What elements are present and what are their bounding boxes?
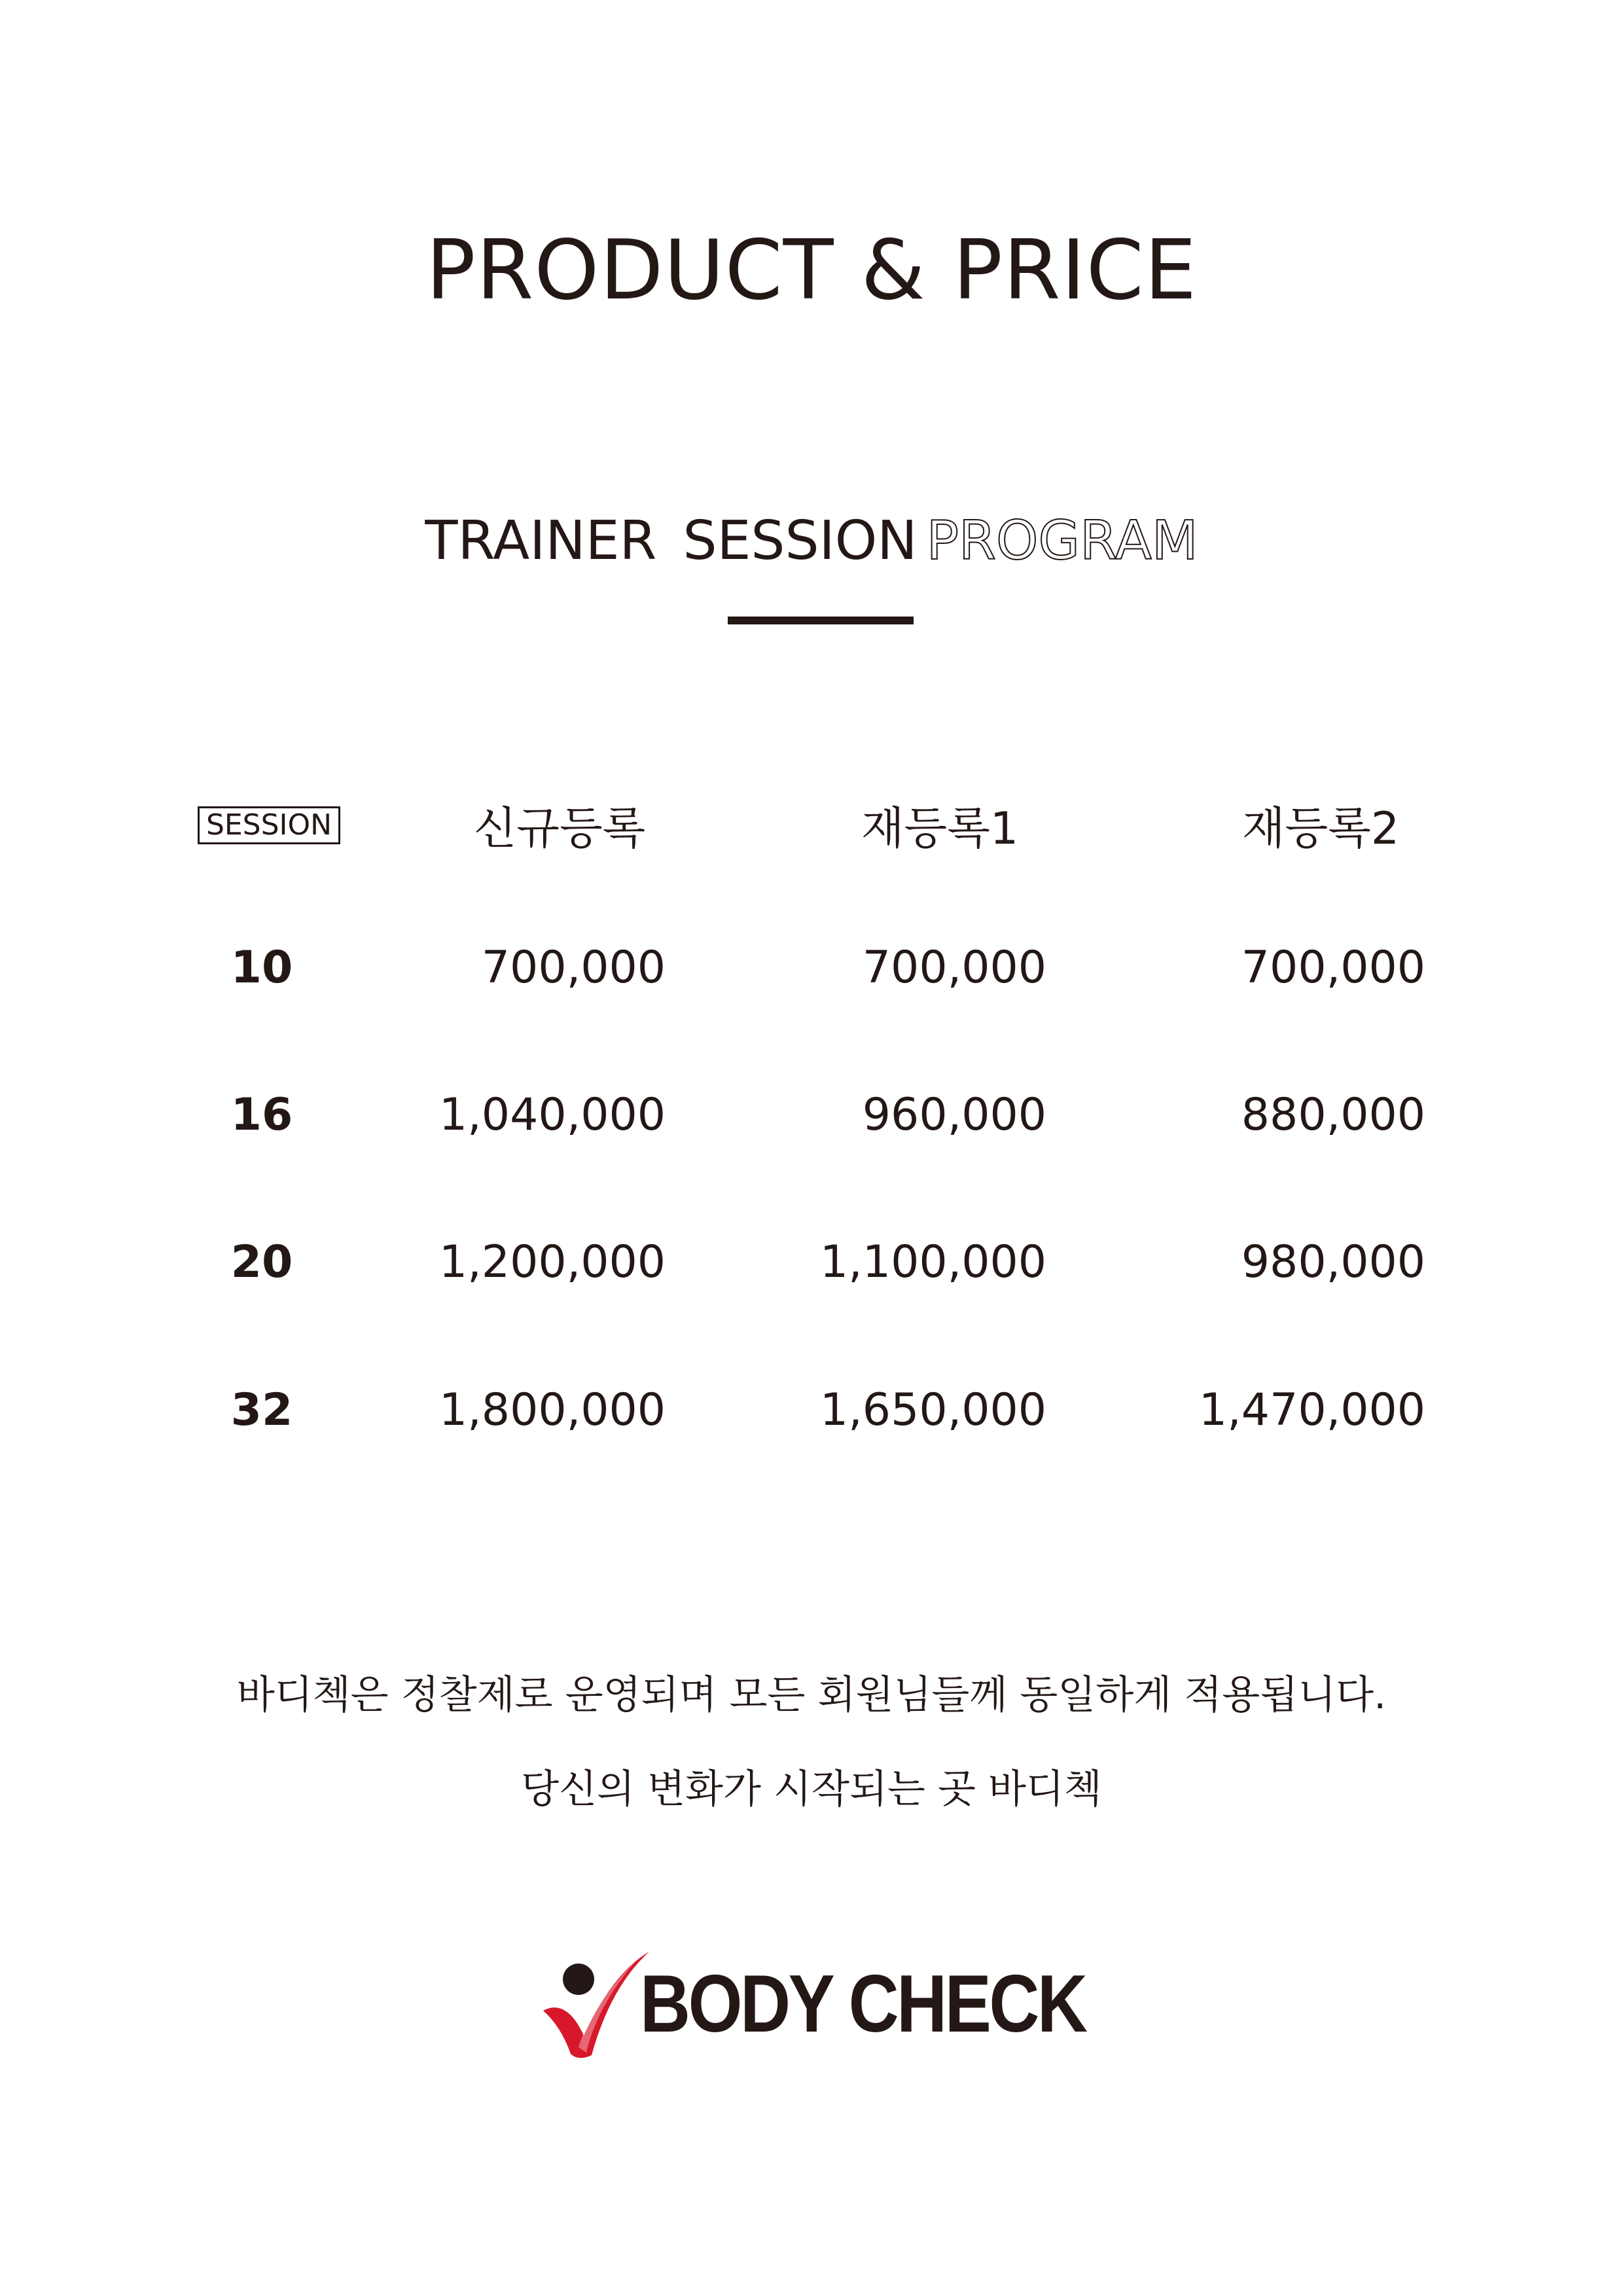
table-row: [0, 1079, 1623, 1151]
table-row: [0, 1227, 1623, 1299]
pricing-policy-notice: 바디첵은 정찰제로 운영되며 모든 회원님들께 동일하게 적용됩니다.: [236, 1672, 1387, 1718]
session-count: 10: [230, 942, 293, 994]
price-new: 700,000: [481, 942, 666, 994]
page-title: PRODUCT & PRICE: [425, 222, 1198, 318]
price-re1: 960,000: [862, 1089, 1046, 1141]
subtitle-session: SESSION: [683, 510, 918, 572]
column-header-re-registration-1: 재등록1: [861, 803, 1019, 855]
subtitle-program: PROGRAM: [926, 510, 1198, 572]
slogan: 당신의 변화가 시작되는 곳 바디첵: [521, 1767, 1102, 1812]
section-subtitle: [0, 505, 1623, 577]
price-re2: 700,000: [1241, 942, 1425, 994]
checkmark-icon: [538, 1937, 649, 2062]
column-header-new-registration: 신규등록: [473, 803, 646, 855]
subtitle-trainer: TRAINER: [425, 510, 657, 572]
title-divider: [728, 617, 914, 624]
body-check-logo: [538, 1937, 1101, 2062]
price-new: 1,200,000: [438, 1236, 666, 1288]
session-count: 32: [230, 1384, 293, 1436]
price-re2: 980,000: [1241, 1236, 1425, 1288]
table-row: [0, 1374, 1623, 1446]
price-re1: 1,650,000: [819, 1384, 1046, 1436]
price-new: 1,040,000: [438, 1089, 666, 1141]
price-re1: 1,100,000: [819, 1236, 1046, 1288]
price-re1: 700,000: [862, 942, 1046, 994]
price-new: 1,800,000: [438, 1384, 666, 1436]
session-count: 16: [230, 1089, 293, 1141]
column-header-re-registration-2: 재등록2: [1241, 803, 1400, 855]
price-re2: 1,470,000: [1198, 1384, 1425, 1436]
session-column-label: SESSION: [198, 806, 340, 844]
session-count: 20: [230, 1236, 293, 1288]
table-row: [0, 932, 1623, 1004]
price-re2: 880,000: [1241, 1089, 1425, 1141]
logo-wordmark: BODY CHECK: [640, 1959, 1086, 2049]
